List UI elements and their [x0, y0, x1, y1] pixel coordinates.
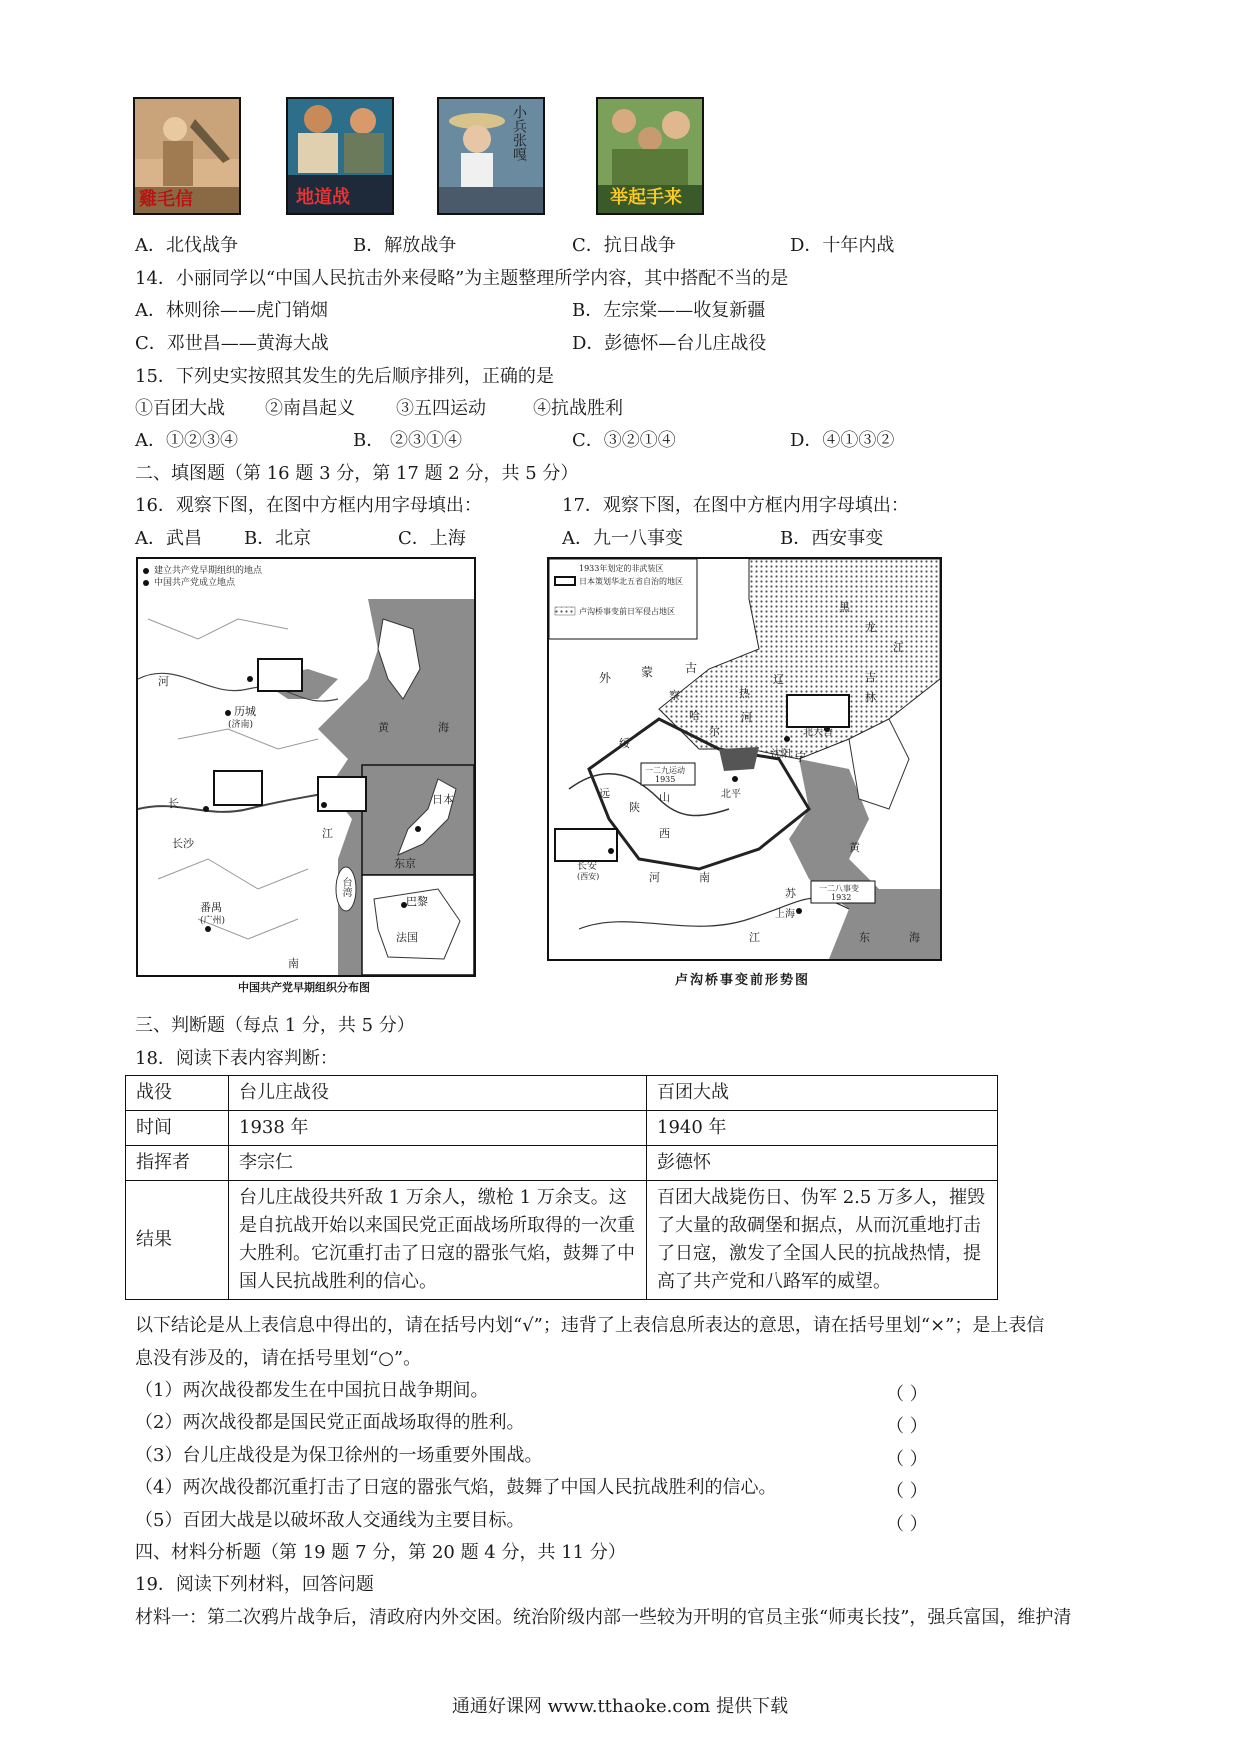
table-cell: 李宗仁: [229, 1146, 647, 1181]
answer-blank-3[interactable]: （ ）: [886, 1449, 928, 1470]
map2-label-he2: 河: [649, 871, 660, 884]
q14-option-a: A．林则徐——虎门销烟: [135, 300, 328, 321]
section-3-heading: 三、判断题（每点 1 分，共 5 分）: [135, 1015, 415, 1036]
q13-option-b: B．解放战争: [353, 235, 457, 256]
map2-label-ning: 宁: [795, 751, 806, 764]
q13-option-c: C．抗日战争: [572, 235, 676, 256]
map-early-cpc-organizations: [136, 557, 476, 977]
map1-legend-1: 建立共产党早期组织的地点: [154, 566, 263, 576]
q14-stem: 14．小丽同学以“中国人民抗击外来侵略”为主题整理所学内容，其中搭配不当的是: [135, 268, 789, 289]
statement-2: （2）两次战役都是国民党正面战场取得的胜利。: [135, 1412, 525, 1433]
table-row: [126, 1181, 998, 1300]
map2-label-nan: 南: [699, 871, 710, 884]
q13-option-d: D．十年内战: [790, 235, 895, 256]
answer-blank-5[interactable]: （ ）: [886, 1514, 928, 1535]
instruction-line-1: 以下结论是从上表信息中得出的，请在括号内划“√”；违背了上表信息所表达的意思，请在括号里划“×”；是上表信: [135, 1315, 1045, 1336]
map1-label-tokyo: 东京: [394, 857, 416, 870]
map2-label-hei: 黑: [839, 601, 850, 614]
poster-image-1: [133, 97, 241, 215]
table-cell: 台儿庄战役: [229, 1076, 647, 1111]
table-cell: 台儿庄战役共歼敌 1 万余人，缴枪 1 万余支。这是自抗战开始以来国民党正面战场所取得的一次重大胜利。它沉重打击了日寇的嚣张气焰，鼓舞了中国人民抗战胜利的信心。: [229, 1181, 647, 1300]
map2-label-ji: 吉: [865, 671, 876, 684]
map2-label-jiang2: 江: [749, 931, 760, 944]
map1-label-jinan: (济南): [228, 720, 254, 730]
map2-label-cha: 察: [669, 689, 680, 702]
map2-event-2-name: 一二八事变: [819, 884, 859, 893]
map2-event-1-name: 一二九运动: [645, 766, 685, 775]
statement-5: （5）百团大战是以破坏敌人交通线为主要目标。: [135, 1510, 525, 1531]
q15-option-b: B． ②③①④: [353, 430, 462, 451]
map2-label-changan: 长安: [577, 861, 597, 872]
map2-label-beidaying: 北大营: [803, 727, 833, 738]
map1-label-licheng: 历城: [234, 705, 256, 718]
map2-label-ha: 哈: [689, 709, 700, 722]
map2-event-1-year: 1935: [655, 775, 676, 784]
map2-label-xian: (西安): [577, 872, 600, 881]
map2-event-2-year: 1932: [831, 893, 852, 902]
battle-comparison-table: [125, 1075, 998, 1300]
q15-item-1: ①百团大战: [135, 398, 225, 419]
q14-option-b: B．左宗棠——收复新疆: [572, 300, 766, 321]
q15-option-a: A．①②③④: [135, 430, 238, 451]
map1-label-hai: 海: [438, 721, 449, 734]
q18-stem: 18．阅读下表内容判断：: [135, 1048, 338, 1069]
map2-label-meng: 蒙: [641, 665, 654, 679]
answer-blank-2[interactable]: （ ）: [886, 1416, 928, 1437]
q15-item-4: ④抗战胜利: [533, 398, 623, 419]
map1-label-he: 河: [158, 675, 169, 688]
table-cell: 结果: [126, 1181, 229, 1300]
q15-option-d: D．④①③②: [790, 430, 895, 451]
table-cell: 1940 年: [647, 1111, 998, 1146]
map2-label-shaan: 陕: [629, 801, 640, 814]
q16-option-b: B．北京: [244, 528, 312, 549]
poster-title-3: 小兵张嘎: [511, 105, 527, 161]
poster-image-4: [596, 97, 704, 215]
statement-4: （4）两次战役都沉重打击了日寇的嚣张气焰，鼓舞了中国人民抗战胜利的信心。: [135, 1477, 777, 1498]
page-footer: 通通好课网 www.tthaoke.com 提供下载: [451, 1696, 789, 1717]
q15-stem: 15．下列史实按照其发生的先后顺序排列，正确的是: [135, 366, 554, 387]
table-cell: 1938 年: [229, 1111, 647, 1146]
map1-label-changsha: 长沙: [172, 837, 194, 850]
map1-label-nan: 南: [288, 957, 299, 970]
map2-label-sui: 绥: [619, 737, 630, 750]
map1-label-france: 法国: [396, 931, 418, 944]
map1-label-panyu: 番禺: [200, 901, 222, 914]
map2-label-liao: 辽: [773, 673, 784, 686]
map1-label-huang: 黄: [378, 721, 389, 734]
map2-label-dong: 东: [859, 931, 870, 944]
map2-label-er: 尔: [709, 725, 720, 738]
material-1-text: 材料一：第二次鸦片战争后，清政府内外交困。统治阶级内部一些较为开明的官员主张“师夷长技”，强兵富国，维护清: [135, 1607, 1072, 1628]
q16-stem: 16．观察下图，在图中方框内用字母填出：: [135, 495, 482, 516]
map2-label-shanghai: 上海: [775, 909, 795, 920]
poster-title-1: 雞毛信: [139, 189, 193, 210]
statement-3: （3）台儿庄战役是为保卫徐州的一场重要外围战。: [135, 1445, 543, 1466]
q17-option-b: B．西安事变: [780, 528, 884, 549]
map1-label-guangzhou: (广州): [200, 916, 226, 926]
map2-legend-3: 卢沟桥事变前日军侵占地区: [579, 607, 675, 616]
poster-title-2: 地道战: [296, 187, 350, 208]
statement-1: （1）两次战役都发生在中国抗日战争期间。: [135, 1380, 489, 1401]
q17-stem: 17．观察下图，在图中方框内用字母填出：: [562, 495, 909, 516]
map2-label-gu: 古: [685, 661, 698, 675]
table-cell: 时间: [126, 1111, 229, 1146]
map1-caption: 中国共产党早期组织分布图: [238, 981, 370, 994]
poster-image-3: [437, 97, 545, 215]
map2-label-he1: 河: [741, 711, 752, 724]
table-row: [126, 1111, 998, 1146]
q13-option-a: A．北伐战争: [135, 235, 238, 256]
map2-label-shan: 山: [659, 791, 670, 804]
map2-label-xi: 西: [659, 827, 670, 840]
table-cell: 彭德怀: [647, 1146, 998, 1181]
q14-option-d: D．彭德怀—台儿庄战役: [572, 333, 767, 354]
answer-blank-1[interactable]: （ ）: [886, 1384, 928, 1405]
q15-option-c: C．③②①④: [572, 430, 676, 451]
map2-label-shenyang: 沈阳: [771, 749, 791, 760]
table-row: [126, 1076, 998, 1111]
section-4-heading: 四、材料分析题（第 19 题 7 分，第 20 题 4 分，共 11 分）: [135, 1542, 626, 1563]
map1-label-taiwan: 台湾: [340, 877, 351, 897]
q16-option-a: A．武昌: [135, 528, 202, 549]
q15-item-3: ③五四运动: [396, 398, 486, 419]
map2-label-lin: 林: [865, 691, 876, 704]
answer-blank-4[interactable]: （ ）: [886, 1481, 928, 1502]
table-cell: 战役: [126, 1076, 229, 1111]
instruction-line-2: 息没有涉及的，请在括号里划“○”。: [135, 1348, 422, 1369]
map2-label-huang: 黄: [849, 841, 860, 854]
map2-legend-1: 1933年划定的非武装区: [579, 564, 664, 573]
table-cell: 指挥者: [126, 1146, 229, 1181]
map2-label-beiping: 北平: [721, 789, 741, 800]
map2-caption: 卢沟桥事变前形势图: [674, 973, 810, 988]
poster-image-2: [286, 97, 394, 215]
q15-item-2: ②南昌起义: [265, 398, 355, 419]
map2-label-jiang1: 江: [893, 641, 904, 654]
q19-stem: 19．阅读下列材料，回答问题: [135, 1574, 374, 1595]
table-row: [126, 1146, 998, 1181]
q16-option-c: C．上海: [398, 528, 466, 549]
map1-label-jiang: 江: [322, 827, 333, 840]
map1-label-chang: 长: [168, 797, 179, 810]
section-2-heading: 二、填图题（第 16 题 3 分，第 17 题 2 分，共 5 分）: [135, 463, 579, 484]
poster-title-4: 举起手来: [610, 187, 682, 208]
q14-option-c: C．邓世昌——黄海大战: [135, 333, 329, 354]
map-before-marco-polo-bridge-incident: [547, 557, 942, 961]
map2-label-re: 热: [739, 687, 750, 700]
map2-label-su: 苏: [785, 887, 796, 900]
q17-option-a: A．九一八事变: [562, 528, 683, 549]
table-cell: 百团大战毙伤日、伪军 2.5 万多人，摧毁了大量的敌碉堡和据点，从而沉重地打击了日寇，激发了全国人民的抗战热情，提高了共产党和八路军的威望。: [647, 1181, 998, 1300]
map1-legend-2: 中国共产党成立地点: [154, 578, 236, 588]
map1-label-paris: 巴黎: [406, 895, 428, 908]
map2-label-yuan: 远: [599, 787, 610, 800]
map2-label-long: 龙: [865, 621, 876, 634]
map1-label-japan: 日本: [432, 793, 454, 806]
table-cell: 百团大战: [647, 1076, 998, 1111]
map2-label-hai: 海: [909, 931, 920, 944]
map2-label-wai: 外: [599, 671, 612, 685]
map2-legend-2: 日本策划华北五省自治的地区: [579, 577, 683, 586]
